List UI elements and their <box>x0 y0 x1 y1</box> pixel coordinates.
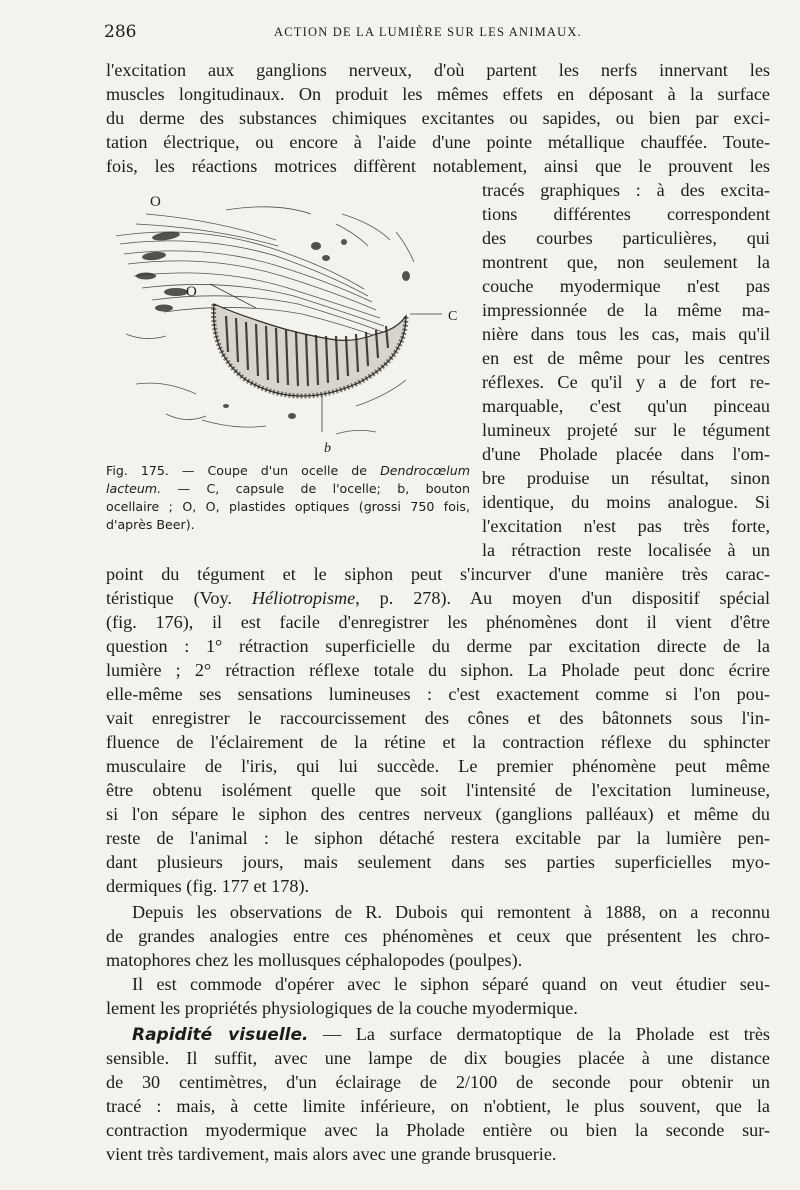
text-line: identique, du moins analogue. Si <box>482 492 770 512</box>
text-line: lumière ; 2° rétraction réflexe totale du siphon. La Pholade peut donc écrire <box>106 660 770 680</box>
text-line: tracés graphiques : à des excita- <box>482 180 770 200</box>
text-line: nière dans tous les cas, mais qu'il <box>482 324 770 344</box>
text-line: point du tégument et le siphon peut s'incurver d'une manière très carac- <box>106 564 770 584</box>
text-line: sensible. Il suffit, avec une lampe de dix bougies placée à une distance <box>106 1048 770 1068</box>
text-line: l'excitation n'est pas très forte, <box>482 516 770 536</box>
text-line: vait enregistrer le raccourcissement des cônes et des bâtonnets sous l'in- <box>106 708 770 728</box>
figure-caption <box>106 462 470 534</box>
label-o-mid: O <box>186 284 197 300</box>
text-line: tation électrique, ou encore à l'aide d'une pointe métallique chauffée. Toute- <box>106 132 770 152</box>
text-line: fluence de l'éclairement de la rétine et la contraction réflexe du sphincter <box>106 732 770 752</box>
text-line: elle-même ses sensations lumineuses : c'est exactement comme si l'on pou- <box>106 684 770 704</box>
text-line: marquable, c'est qu'un pinceau <box>482 396 770 416</box>
caption-line <box>106 462 470 480</box>
label-b: b <box>324 441 331 456</box>
text-line: bre produise un résultat, sinon <box>482 468 770 488</box>
text-line: si l'on sépare le siphon des centres nerveux (ganglions palléaux) et même du <box>106 804 770 824</box>
text-line: tracé : mais, à cette limite inférieure, on n'obtient, le plus souvent, que la <box>106 1096 770 1116</box>
caption-species: Dendrocœlum <box>380 463 470 478</box>
text-line: (fig. 176), il est facile d'enregistrer les phénomènes dont il vient d'être <box>106 612 770 632</box>
text-line: fois, les réactions motrices diffèrent notablement, ainsi que le prouvent les <box>106 156 770 176</box>
section-heading: Rapidité visuelle. <box>132 1025 309 1045</box>
text-span: téristique (Voy. <box>106 588 252 608</box>
text-line: de 30 centimètres, d'un éclairage de 2/100 de seconde pour obtenir un <box>106 1072 770 1092</box>
text-line: muscles longitudinaux. On produit les mêmes effets en déposant à la surface <box>106 84 770 104</box>
running-head <box>104 18 770 48</box>
caption-species: lacteum. <box>106 481 162 496</box>
text-line: Depuis les observations de R. Dubois qui remontent à 1888, on a reconnu <box>132 902 770 922</box>
page-number: 286 <box>104 22 137 42</box>
text-line: d'une Pholade placée dans l'om- <box>482 444 770 464</box>
text-line: tions différentes correspondent <box>482 204 770 224</box>
caption-line: ocellaire ; O, O, plastides optiques (grossi 750 fois, <box>106 499 470 514</box>
text-line: être obtenu isolément quelle que soit l'intensité de l'excitation lumineuse, <box>106 780 770 800</box>
running-title: ACTION DE LA LUMIÈRE SUR LES ANIMAUX. <box>274 25 582 39</box>
text-line: impressionnée de la même ma- <box>482 300 770 320</box>
text-span: , p. 278). Au moyen d'un dispositif spécial <box>355 588 771 608</box>
text-line: la rétraction reste localisée à un <box>482 540 770 560</box>
text-line: du derme des substances chimiques excitantes ou sapides, ou bien par exci- <box>106 108 770 128</box>
text-line: montrent que, non seulement la <box>482 252 770 272</box>
text-line: musculaire de l'iris, qui lui succède. Le premier phénomène peut même <box>106 756 770 776</box>
text-line: des courbes particulières, qui <box>482 228 770 248</box>
text-line: de grandes analogies entre ces phénomènes et ceux que présentent les chro- <box>106 926 770 946</box>
text-line: lement les propriétés physiologiques de la couche myodermique. <box>106 998 578 1018</box>
text-line: contraction myodermique avec la Pholade entière ou bien la seconde sur- <box>106 1120 770 1140</box>
label-c: C <box>448 309 458 324</box>
text-line: lumineux projeté sur le tégument <box>482 420 770 440</box>
text-line <box>106 586 770 610</box>
caption-text: — C, capsule de l'ocelle; b, bouton <box>161 481 470 496</box>
text-line: dermiques (fig. 177 et 178). <box>106 876 310 896</box>
text-span: — La surface dermatoptique de la Pholade est très <box>308 1024 770 1044</box>
text-line: dant plusieurs jours, mais seulement dans ses parties superficielles myo- <box>106 852 770 872</box>
text-line: couche myodermique n'est pas <box>482 276 770 296</box>
text-line <box>132 1022 770 1047</box>
ocelle-illustration <box>106 184 470 460</box>
text-line: l'excitation aux ganglions nerveux, d'où partent les nerfs innervant les <box>106 60 770 80</box>
caption-line <box>106 480 470 498</box>
text-span-italic: Héliotropisme <box>251 588 356 608</box>
text-line: vient très tardivement, mais alors avec une grande brusquerie. <box>106 1144 557 1164</box>
text-line: reste de l'animal : le siphon détaché restera excitable par la lumière pen- <box>106 828 770 848</box>
text-line: matophores chez les mollusques céphalopodes (poulpes). <box>106 950 523 970</box>
text-line: Il est commode d'opérer avec le siphon séparé quand on veut étudier seu- <box>132 974 770 994</box>
caption-line: d'après Beer). <box>106 517 195 532</box>
text-line: réflexes. Ce qu'il y a de fort re- <box>482 372 770 392</box>
text-line: en est de même pour les centres <box>482 348 770 368</box>
caption-text: Fig. 175. — Coupe d'un ocelle de <box>106 463 381 478</box>
text-line: question : 1° rétraction superficielle du derme par excitation directe de la <box>106 636 770 656</box>
label-o-top: O <box>150 194 161 210</box>
